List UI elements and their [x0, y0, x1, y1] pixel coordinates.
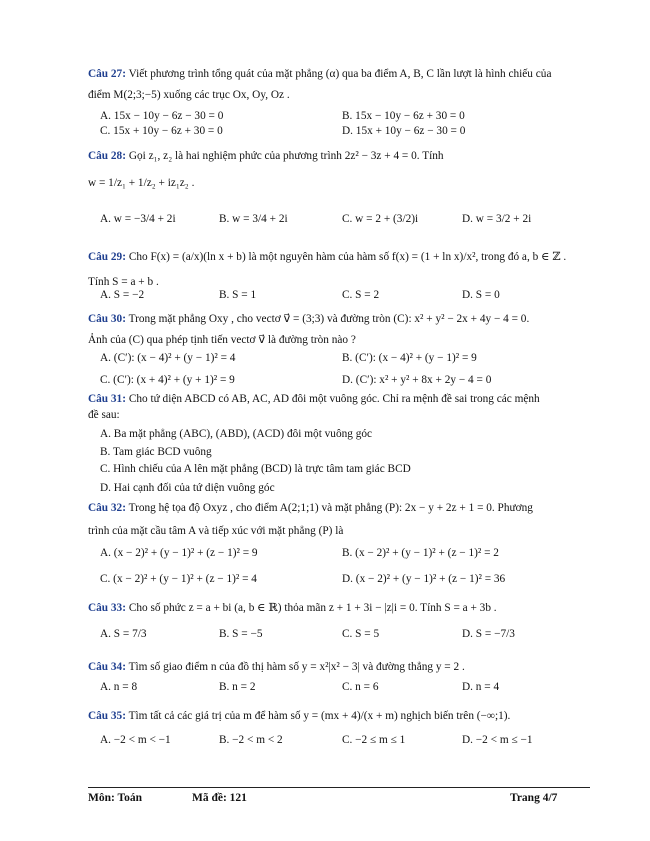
question-text: Ảnh của (C) qua phép tịnh tiến vectơ v⃗ là đường tròn nào ?: [88, 334, 356, 346]
question-label: Câu 27:: [88, 68, 126, 80]
footer-exam-code: Mã đề: 121: [192, 792, 247, 804]
question-33: [88, 598, 598, 619]
option-a[interactable]: A. Ba mặt phẳng (ABC), (ABD), (ACD) đôi một vuông góc: [100, 428, 373, 440]
question-label: Câu 34:: [88, 661, 126, 673]
question-label: Câu 35:: [88, 710, 126, 722]
option-d[interactable]: D. (x − 2)² + (y − 1)² + (z − 1)² = 36: [342, 573, 506, 585]
question-text: Viết phương trình tổng quát của mặt phẳng (α) qua ba điểm A, B, C lần lượt là hình chiếu của: [128, 68, 552, 80]
question-text: Tìm số giao điểm n của đồ thị hàm số y = x²|x² − 3| và đường thẳng y = 2 .: [128, 661, 465, 673]
question-text: trình của mặt cầu tâm A và tiếp xúc với mặt phẳng (P) là: [88, 525, 344, 537]
question-label: Câu 29:: [88, 251, 126, 263]
question-text: Cho F(x) = (a/x)(ln x + b) là một nguyên hàm của hàm số f(x) = (1 + ln x)/x², trong đó a, b ∈ ℤ .: [128, 251, 567, 263]
option-a[interactable]: A. S = 7/3: [100, 628, 147, 640]
option-b[interactable]: B. S = 1: [219, 289, 257, 301]
footer-page-number: Trang 4/7: [510, 792, 558, 804]
question-text: Tính S = a + b .: [88, 276, 159, 288]
option-c[interactable]: C. −2 ≤ m ≤ 1: [342, 734, 406, 746]
option-d[interactable]: D. w = 3/2 + 2i: [462, 213, 532, 225]
option-b[interactable]: B. Tam giác BCD vuông: [100, 446, 212, 458]
question-label: Câu 32:: [88, 502, 126, 514]
question-28: [88, 146, 598, 194]
option-c[interactable]: C. S = 2: [342, 289, 380, 301]
option-b[interactable]: B. 15x − 10y − 6z + 30 = 0: [342, 110, 465, 122]
option-c[interactable]: C. 15x + 10y − 6z + 30 = 0: [100, 125, 223, 137]
option-a[interactable]: A. S = −2: [100, 289, 145, 301]
option-a[interactable]: A. w = −3/4 + 2i: [100, 213, 176, 225]
question-text: w = 1/z₁ + 1/z₂ + iz₁z₂ .: [88, 177, 195, 189]
option-b[interactable]: B. w = 3/4 + 2i: [219, 213, 288, 225]
option-c[interactable]: C. (x − 2)² + (y − 1)² + (z − 1)² = 4: [100, 573, 257, 585]
option-b[interactable]: B. (x − 2)² + (y − 1)² + (z − 1)² = 2: [342, 547, 499, 559]
question-31: [88, 391, 598, 423]
option-a[interactable]: A. n = 8: [100, 681, 138, 693]
option-b[interactable]: B. n = 2: [219, 681, 256, 693]
question-text: Trong hệ tọa độ Oxyz , cho điểm A(2;1;1) và mặt phẳng (P): 2x − y + 2z + 1 = 0. Phương: [128, 502, 533, 514]
footer-divider: [88, 787, 590, 788]
question-text: đề sau:: [88, 409, 120, 421]
option-c[interactable]: C. (C′): (x + 4)² + (y + 1)² = 9: [100, 374, 235, 386]
option-c[interactable]: C. S = 5: [342, 628, 380, 640]
question-text: Tìm tất cả các giá trị của m để hàm số y = (mx + 4)/(x + m) nghịch biến trên (−∞;1).: [128, 710, 511, 722]
question-label: Câu 31:: [88, 393, 126, 405]
option-d[interactable]: D. S = 0: [462, 289, 500, 301]
option-d[interactable]: D. (C′): x² + y² + 8x + 2y − 4 = 0: [342, 374, 492, 386]
option-c[interactable]: C. Hình chiếu của A lên mặt phẳng (BCD) là trực tâm tam giác BCD: [100, 463, 411, 475]
option-d[interactable]: D. n = 4: [462, 681, 500, 693]
question-text: điểm M(2;3;−5) xuống các trục Ox, Oy, Oz .: [88, 89, 290, 101]
option-d[interactable]: D. Hai cạnh đối của tứ diện vuông góc: [100, 482, 275, 494]
question-text: Gọi z₁, z₂ là hai nghiệm phức của phương trình 2z² − 3z + 4 = 0. Tính: [128, 150, 444, 162]
question-35: [88, 706, 598, 727]
option-c[interactable]: C. w = 2 + (3/2)i: [342, 213, 419, 225]
option-d[interactable]: D. 15x + 10y − 6z − 30 = 0: [342, 125, 466, 137]
option-d[interactable]: D. −2 < m ≤ −1: [462, 734, 533, 746]
question-30: [88, 309, 598, 351]
question-text: Cho số phức z = a + bi (a, b ∈ ℝ) thỏa mãn z + 1 + 3i − |z|i = 0. Tính S = a + 3b .: [128, 602, 497, 614]
question-label: Câu 33:: [88, 602, 126, 614]
question-text: Cho tứ diện ABCD có AB, AC, AD đôi một vuông góc. Chỉ ra mệnh đề sai trong các mệnh: [128, 393, 540, 405]
option-a[interactable]: A. (x − 2)² + (y − 1)² + (z − 1)² = 9: [100, 547, 258, 559]
question-27: [88, 64, 598, 106]
question-29: [88, 247, 598, 293]
footer-subject: Môn: Toán: [88, 792, 143, 804]
option-b[interactable]: B. (C′): (x − 4)² + (y − 1)² = 9: [342, 352, 477, 364]
option-a[interactable]: A. −2 < m < −1: [100, 734, 171, 746]
question-label: Câu 30:: [88, 313, 126, 325]
option-d[interactable]: D. S = −7/3: [462, 628, 515, 640]
option-a[interactable]: A. (C′): (x − 4)² + (y − 1)² = 4: [100, 352, 236, 364]
option-b[interactable]: B. S = −5: [219, 628, 263, 640]
option-a[interactable]: A. 15x − 10y − 6z − 30 = 0: [100, 110, 224, 122]
question-label: Câu 28:: [88, 150, 126, 162]
question-34: [88, 657, 598, 678]
option-c[interactable]: C. n = 6: [342, 681, 379, 693]
option-b[interactable]: B. −2 < m < 2: [219, 734, 283, 746]
question-text: Trong mặt phẳng Oxy , cho vectơ v⃗ = (3;3) và đường tròn (C): x² + y² − 2x + 4y − 4 = 0.: [128, 313, 530, 325]
question-32: [88, 498, 598, 542]
